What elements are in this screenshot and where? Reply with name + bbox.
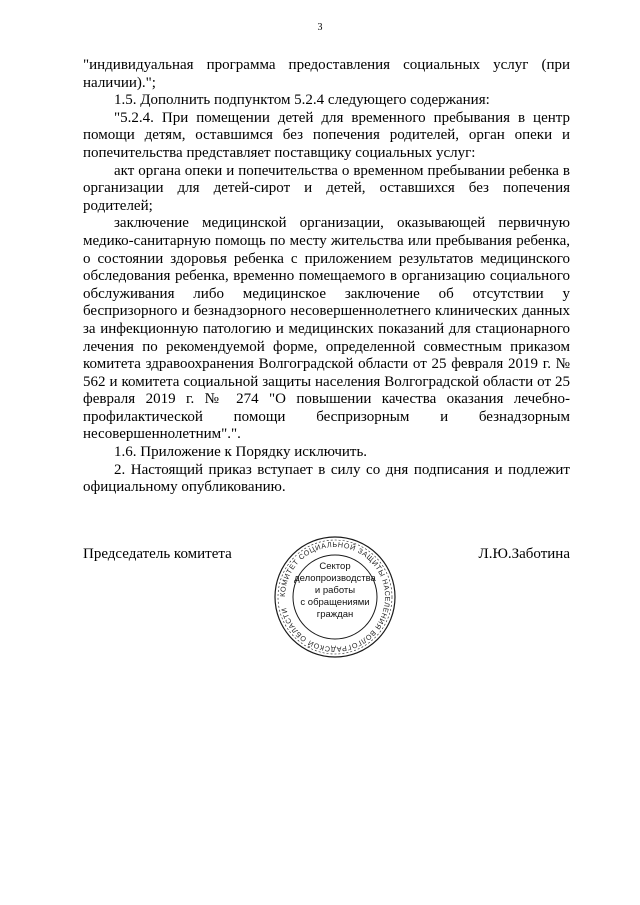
stamp-ring-text: КОМИТЕТ СОЦИАЛЬНОЙ ЗАЩИТЫ НАСЕЛЕНИЯ ВОЛГОГРАДСКОЙ ОБЛАСТИ [277, 539, 393, 655]
document-body [83, 57, 570, 497]
stamp-center-text [270, 561, 400, 621]
paragraph-quote-end: "индивидуальная программа предоставления социальных услуг (при наличии)."; [83, 57, 570, 91]
stamp-line: Сектор [319, 561, 351, 572]
signature-role: Председатель комитета [83, 546, 232, 562]
paragraph-1-5: 1.5. Дополнить подпунктом 5.2.4 следующего содержания: [114, 92, 490, 109]
stamp-line: с обращениями [300, 597, 370, 608]
page-number: 3 [317, 22, 323, 33]
official-stamp [270, 535, 400, 659]
paragraph-5-2-4: "5.2.4. При помещении детей для временного пребывания в центр помощи детям, оставшимся без попечения родителей, орган опеки и попечительства представляет поставщику социальных услуг: [83, 109, 570, 161]
stamp-line: делопроизводства [294, 573, 376, 584]
signature-name: Л.Ю.Заботина [478, 546, 570, 562]
paragraph-1-6: 1.6. Приложение к Порядку исключить. [114, 444, 368, 461]
paragraph-2: 2. Настоящий приказ вступает в силу со дня подписания и подлежит официальному опубликованию. [83, 461, 570, 496]
stamp-line: и работы [314, 585, 356, 596]
paragraph-medical-conclusion: заключение медицинской организации, оказывающей первичную медико-санитарную помощь по месту жительства или пребывания ребенка, о состоянии здоровья ребенка с приложением результатов медицинского обследования ребенка, временно помещаемого в организацию социального обслуживания либо медицинское заключение об отсутствии у беспризорного и безнадзорного несовершеннолетнего клинических данных за инфекционную патологию и медицинских показаний для стационарного лечения по рекомендуемой форме, определенной совместным приказом комитета здравоохранения Волгоградской области от 25 февраля 2019 г. № 562 и комитета социальной защиты населения Волгоградской области от 25 февраля 2019 г. № 274 "О повышении качества оказания лечебно-профилактической помощи беспризорным и безнадзорным несовершеннолетним".". [83, 215, 570, 443]
paragraph-act: акт органа опеки и попечительства о временном пребывании ребенка в организации для детей-сирот и детей, оставшихся без попечения родителей; [83, 162, 570, 214]
stamp-line: граждан [316, 609, 354, 620]
